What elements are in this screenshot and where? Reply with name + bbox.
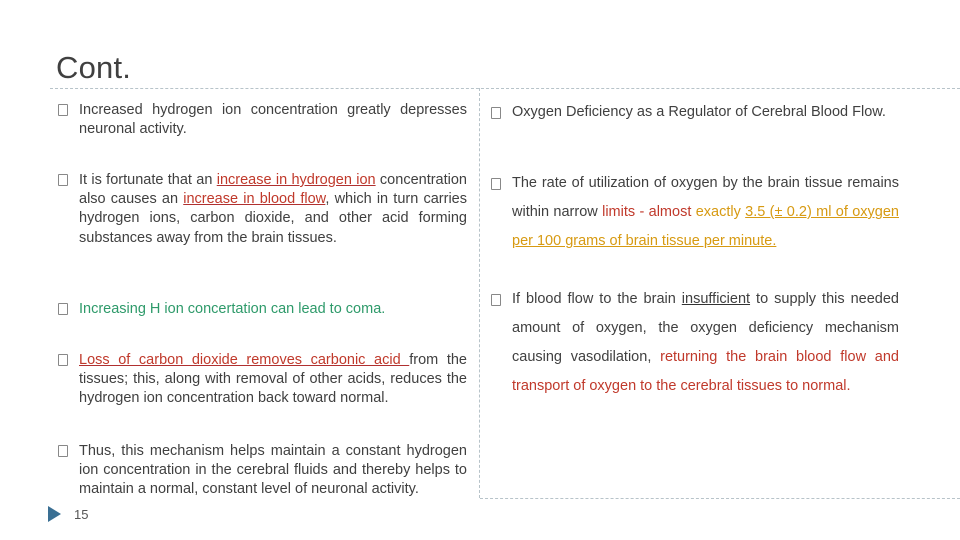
bullet-icon — [56, 173, 69, 186]
bullet-icon — [489, 177, 502, 190]
highlight-insufficient: insufficient — [681, 291, 751, 307]
bullet-icon — [56, 103, 69, 116]
left-paragraph-5: Thus, this mechanism helps maintain a constant hydrogen ion concentration in the cerebral fluids and thereby helps to maintain a normal, constant level of neuronal activity. — [79, 443, 467, 498]
column-divider — [479, 88, 480, 498]
right-paragraph-1: Oxygen Deficiency as a Regulator of Cerebral Blood Flow. — [512, 104, 886, 120]
bullet-icon — [56, 444, 69, 457]
page-number: 15 — [74, 507, 89, 522]
bullet-icon — [56, 302, 69, 315]
highlight-increase-hydrogen-ion: increase in hydrogen ion — [216, 172, 376, 188]
bullet-icon — [489, 293, 502, 306]
left-paragraph-4: Loss of carbon dioxide removes carbonic acid from the tissues; this, along with removal of other acids, reduces the hydrogen ion concentration back toward normal. — [79, 352, 467, 407]
title-divider — [50, 88, 960, 89]
highlight-carbon-dioxide: Loss of carbon dioxide removes carbonic acid — [79, 352, 410, 368]
highlight-oxygen-rate: 3.5 (± 0.2) ml of oxygen per 100 grams of brain tissue per minute. — [512, 204, 899, 249]
highlight-increase-blood-flow: increase in blood flow — [183, 191, 326, 208]
bottom-divider — [480, 498, 960, 499]
slide-title: Cont. — [56, 50, 132, 85]
left-paragraph-1: Increased hydrogen ion concentration greatly depresses neuronal activity. — [79, 102, 467, 138]
left-paragraph-3: Increasing H ion concertation can lead to coma. — [79, 301, 386, 317]
left-paragraph-2: It is fortunate that an increase in hydrogen ion concentration also causes an increase in blood flow, which in turn carries hydrogen ions, carbon dioxide, and other acid forming substances away from the brain tissues. — [79, 172, 467, 246]
bullet-icon — [56, 353, 69, 366]
right-paragraph-2: The rate of utilization of oxygen by the brain tissue remains within narrow limits - almost exactly 3.5 (± 0.2) ml of oxygen per 100 grams of brain tissue per minute. — [512, 175, 899, 249]
page-arrow-icon — [48, 506, 61, 522]
bullet-icon — [489, 106, 502, 119]
right-paragraph-3: If blood flow to the brain insufficient to supply this needed amount of oxygen, the oxygen deficiency mechanism causing vasodilation, returning the brain blood flow and transport of oxygen to the cerebral tissues to normal. — [512, 291, 899, 394]
